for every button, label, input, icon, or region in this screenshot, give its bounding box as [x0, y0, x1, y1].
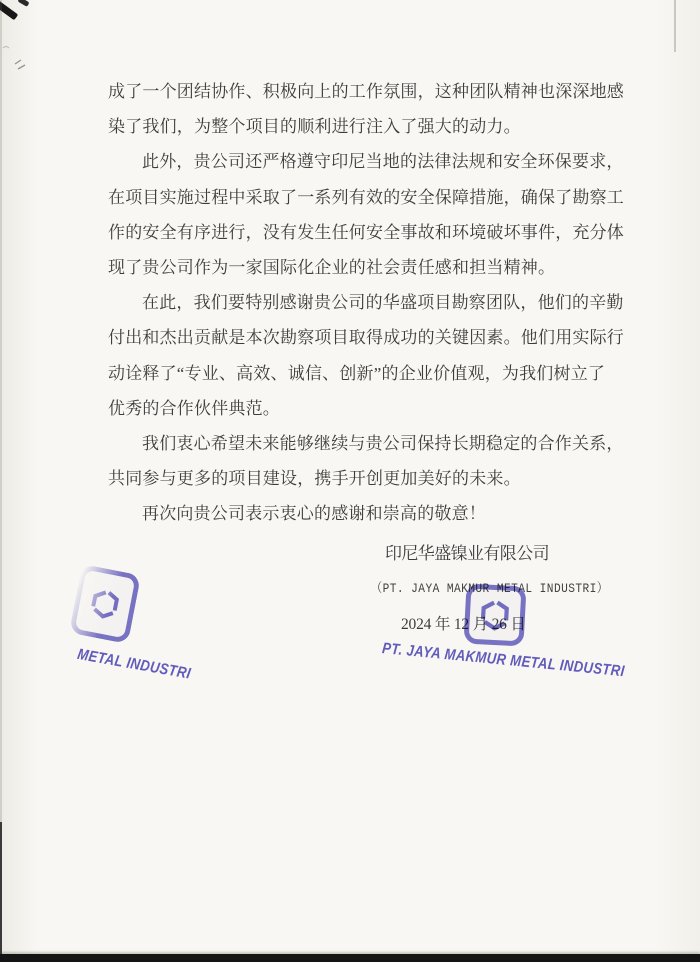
letter-line: 我们衷心希望未来能够继续与贵公司保持长期稳定的合作关系，	[142, 434, 624, 454]
company-stamp-center-text: PT. JAYA MAKMUR METAL INDUSTRI	[381, 640, 626, 681]
scan-corner-artifact	[18, 0, 30, 7]
letter-line: 染了我们，为整个项目的顺利进行注入了强大的动力。	[108, 117, 521, 137]
letter-line: 成了一个团结协作、积极向上的工作氛围，这种团队精神也深深地感	[108, 82, 624, 101]
scan-left-edge-line	[0, 822, 2, 962]
signature-company-name-en: （PT. JAYA MAKMUR METAL INDUSTRI）	[371, 581, 609, 596]
scan-corner-artifact	[0, 0, 18, 20]
company-stamp-center	[463, 583, 526, 646]
letter-line: 在此，我们要特别感谢贵公司的华盛项目勘察团队，他们的辛勤	[142, 293, 624, 313]
letter-line: 此外，贵公司还严格遵守印尼当地的法律法规和安全环保要求，	[142, 152, 624, 172]
signature-company-name-cn: 印尼华盛镍业有限公司	[385, 544, 549, 563]
company-stamp-left	[69, 564, 141, 644]
letter-body	[108, 74, 624, 532]
pen-mark-artifact	[1, 40, 37, 76]
letter-line: 动诠释了“专业、高效、诚信、创新”的企业价值观，为我们树立了	[108, 363, 606, 383]
letter-line: 付出和杰出贡献是本次勘察项目取得成功的关键因素。他们用实际行	[108, 328, 624, 348]
letter-line: 优秀的合作伙伴典范。	[108, 398, 280, 418]
hexagon-logo-icon	[476, 596, 514, 634]
letter-line: 在项目实施过程中采取了一系列有效的安全保障措施，确保了勘察工	[108, 187, 624, 207]
scan-bottom-edge	[0, 954, 700, 962]
letter-line: 共同参与更多的项目建设，携手开创更加美好的未来。	[108, 469, 521, 489]
letter-line: 作的安全有序进行，没有发生任何安全事故和环境破坏事件，充分体	[108, 222, 624, 242]
company-stamp-left-text: METAL INDUSTRI	[76, 646, 193, 683]
hexagon-logo-icon	[85, 584, 125, 624]
letter-line: 再次向贵公司表示衷心的感谢和崇高的敬意！	[142, 504, 486, 524]
scan-left-edge	[0, 0, 2, 962]
signature-date: 2024 年 12 月 26 日	[401, 616, 526, 633]
letter-line: 现了贵公司作为一家国际化企业的社会责任感和担当精神。	[108, 258, 556, 278]
scan-right-edge-line	[674, 0, 676, 52]
